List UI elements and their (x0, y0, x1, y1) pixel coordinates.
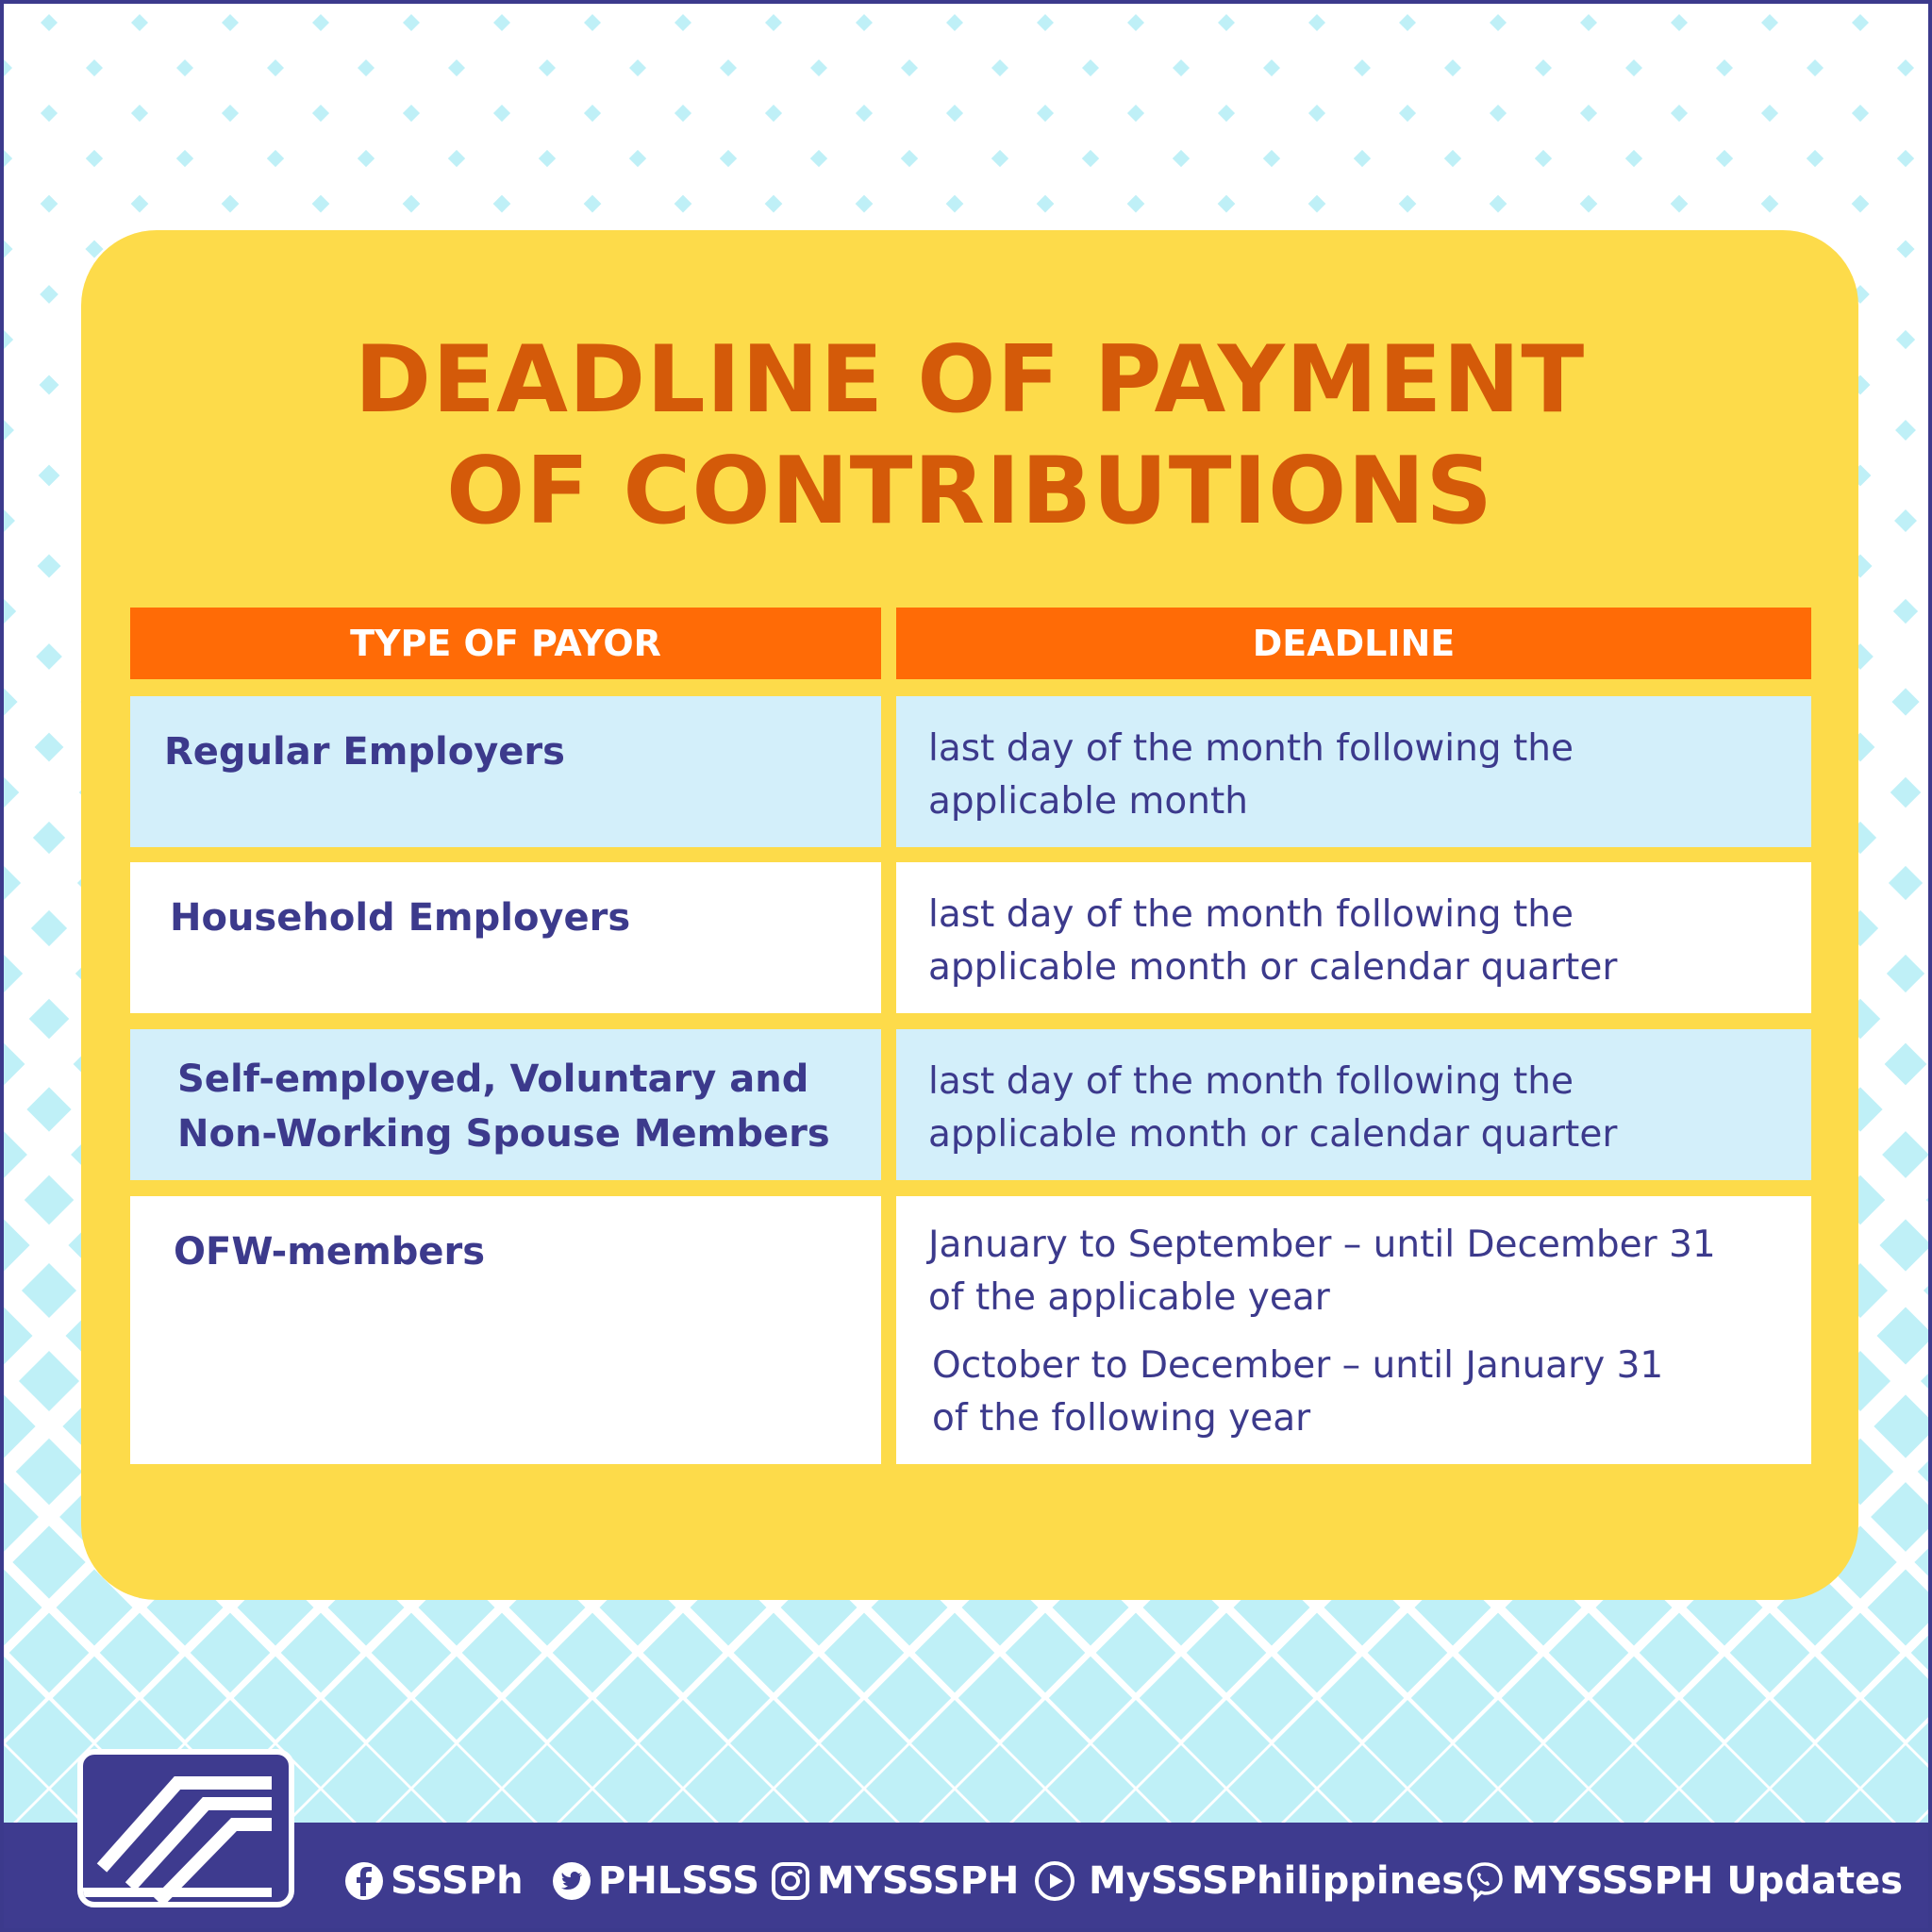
pattern-diamond (267, 150, 284, 167)
pattern-diamond (1490, 14, 1507, 31)
pattern-diamond (1852, 195, 1870, 213)
pattern-diamond (720, 150, 737, 167)
pattern-diamond (539, 150, 556, 167)
pattern-diamond (41, 195, 58, 213)
table-row-3-payor (130, 1029, 881, 1180)
pattern-diamond (4, 420, 14, 441)
pattern-diamond (1127, 14, 1144, 31)
deadline-block-2 (928, 1340, 1811, 1445)
pattern-diamond (1625, 59, 1642, 76)
pattern-diamond (1127, 195, 1145, 213)
pattern-diamond (4, 1219, 30, 1271)
pattern-diamond (222, 105, 239, 122)
pattern-diamond (675, 195, 692, 213)
pattern-diamond (901, 150, 918, 167)
pattern-diamond (86, 150, 103, 167)
pattern-diamond (35, 733, 64, 762)
pattern-diamond (629, 59, 646, 76)
pattern-diamond (448, 59, 465, 76)
pattern-diamond (1921, 1351, 1932, 1411)
table-row-3-deadline (896, 1029, 1811, 1180)
pattern-diamond (1877, 1307, 1932, 1365)
pattern-diamond (1082, 150, 1099, 167)
table-row-1-deadline (896, 696, 1811, 847)
pattern-diamond (1852, 14, 1869, 31)
table-row-4-payor (130, 1196, 881, 1464)
pattern-diamond (1263, 59, 1280, 76)
pattern-diamond (1889, 866, 1923, 900)
pattern-diamond (1444, 150, 1461, 167)
youtube-link[interactable] (1034, 1843, 1464, 1919)
pattern-diamond (4, 955, 23, 992)
sss-logo-icon (83, 1755, 289, 1902)
deadline-text: last day of the month following the (928, 893, 1574, 936)
deadline-block-1 (928, 1219, 1811, 1324)
pattern-diamond (1218, 195, 1236, 213)
pattern-diamond (22, 1263, 76, 1318)
pattern-diamond (403, 105, 420, 122)
pattern-diamond (1037, 105, 1054, 122)
pattern-diamond (222, 195, 240, 213)
pattern-diamond (584, 195, 602, 213)
pattern-diamond (1173, 150, 1190, 167)
instagram-icon (770, 1860, 811, 1902)
deadline-text: last day of the month following the (928, 727, 1574, 770)
pattern-diamond (584, 105, 601, 122)
pattern-diamond (12, 1525, 85, 1598)
pattern-diamond (1082, 59, 1099, 76)
pattern-diamond (1896, 330, 1915, 349)
pattern-diamond (1580, 14, 1597, 31)
pattern-diamond (4, 688, 18, 715)
twitter-handle: PHLSSS (598, 1859, 760, 1903)
sss-logo (77, 1749, 294, 1907)
pattern-diamond (1490, 105, 1507, 122)
pattern-diamond (4, 1043, 25, 1086)
pattern-diamond (1444, 59, 1461, 76)
payor-text: Regular Employers (164, 730, 565, 774)
deadline-text: of the applicable year (928, 1276, 1330, 1319)
pattern-diamond (810, 59, 827, 76)
pattern-diamond (1535, 150, 1552, 167)
table-row-4-deadline (896, 1196, 1811, 1464)
pattern-diamond (493, 195, 511, 213)
pattern-diamond (1897, 150, 1914, 167)
pattern-diamond (1037, 14, 1054, 31)
pattern-diamond (1218, 105, 1235, 122)
pattern-diamond (1535, 59, 1552, 76)
pattern-diamond (16, 1439, 82, 1505)
pattern-diamond (1671, 195, 1689, 213)
pattern-diamond (4, 1307, 32, 1365)
pattern-diamond (1761, 195, 1779, 213)
instagram-link[interactable] (770, 1843, 1019, 1919)
pattern-diamond (1879, 1219, 1931, 1271)
table-row-2-payor (130, 862, 881, 1013)
pattern-diamond (4, 509, 15, 532)
pattern-diamond (26, 1087, 71, 1131)
payor-text: Household Employers (170, 896, 631, 940)
pattern-diamond (4, 240, 13, 258)
pattern-diamond (1761, 105, 1778, 122)
pattern-diamond (1852, 105, 1869, 122)
pattern-diamond (810, 150, 827, 167)
pattern-diamond (29, 999, 70, 1040)
pattern-diamond (131, 195, 149, 213)
payor-text: Self-employed, Voluntary and (177, 1058, 809, 1101)
pattern-diamond (1399, 14, 1416, 31)
pattern-diamond (1580, 195, 1598, 213)
pattern-diamond (1671, 105, 1688, 122)
pattern-diamond (1127, 105, 1144, 122)
pattern-diamond (312, 105, 329, 122)
pattern-diamond (1037, 195, 1055, 213)
pattern-diamond (765, 105, 782, 122)
pattern-diamond (33, 822, 65, 854)
pattern-diamond (176, 59, 193, 76)
pattern-diamond (629, 150, 646, 167)
pattern-diamond (1926, 1175, 1932, 1224)
table-row-2-deadline (896, 862, 1811, 1013)
payor-text: Non-Working Spouse Members (177, 1112, 830, 1156)
pattern-diamond (41, 14, 58, 31)
pattern-diamond (312, 195, 330, 213)
pattern-diamond (4, 866, 21, 900)
table-row-1-payor (130, 696, 881, 847)
pattern-diamond (4, 1131, 27, 1178)
instagram-handle: MYSSSPH (817, 1859, 1020, 1903)
pattern-diamond (1354, 59, 1371, 76)
pattern-diamond (36, 643, 62, 670)
header-deadline: DEADLINE (896, 608, 1811, 679)
pattern-diamond (403, 14, 420, 31)
twitter-icon (551, 1860, 592, 1902)
pattern-diamond (448, 150, 465, 167)
pattern-diamond (1928, 1087, 1932, 1131)
pattern-diamond (946, 195, 964, 213)
pattern-diamond (39, 375, 58, 394)
youtube-handle: MySSSPhilippines (1089, 1859, 1465, 1903)
pattern-diamond (1896, 240, 1914, 258)
pattern-diamond (1897, 59, 1914, 76)
pattern-diamond (1807, 59, 1824, 76)
pattern-diamond (131, 105, 148, 122)
pattern-diamond (267, 59, 284, 76)
pattern-diamond (1885, 1043, 1927, 1086)
title-line-2: OF CONTRIBUTIONS (446, 438, 1493, 545)
pattern-diamond (37, 554, 60, 577)
pattern-diamond (1716, 150, 1733, 167)
pattern-diamond (493, 105, 510, 122)
pattern-diamond (1625, 150, 1642, 167)
pattern-diamond (4, 1394, 36, 1457)
facebook-icon (343, 1860, 385, 1902)
page-title (81, 325, 1858, 547)
deadline-text: January to September – until December 31 (928, 1224, 1716, 1266)
pattern-diamond (856, 14, 873, 31)
deadline-text: applicable month (928, 780, 1248, 823)
pattern-diamond (25, 1175, 74, 1224)
pattern-diamond (1399, 105, 1416, 122)
pattern-diamond (39, 465, 60, 487)
pattern-diamond (856, 105, 873, 122)
pattern-diamond (991, 59, 1008, 76)
pattern-diamond (1871, 1482, 1932, 1552)
pattern-diamond (31, 910, 67, 946)
viber-link[interactable] (1464, 1843, 1903, 1919)
pattern-diamond (131, 14, 148, 31)
pattern-diamond (4, 330, 13, 349)
facebook-link[interactable] (343, 1843, 524, 1919)
pattern-diamond (1891, 688, 1919, 715)
pattern-diamond (1399, 195, 1417, 213)
pattern-diamond (1890, 777, 1921, 808)
pattern-diamond (675, 14, 691, 31)
deadline-text: applicable month or calendar quarter (928, 1113, 1618, 1156)
pattern-diamond (1308, 195, 1326, 213)
pattern-diamond (4, 150, 12, 167)
pattern-diamond (765, 14, 782, 31)
title-line-1: DEADLINE OF PAYMENT (354, 326, 1586, 434)
pattern-diamond (176, 150, 193, 167)
pattern-diamond (1173, 59, 1190, 76)
pattern-diamond (41, 105, 58, 122)
youtube-icon (1034, 1860, 1075, 1902)
facebook-handle: SSSPh (391, 1859, 524, 1903)
pattern-diamond (720, 59, 737, 76)
pattern-diamond (4, 777, 19, 808)
viber-handle: MYSSSPH Updates (1511, 1859, 1904, 1903)
pattern-diamond (1580, 105, 1597, 122)
pattern-diamond (358, 150, 375, 167)
pattern-diamond (1761, 14, 1778, 31)
content-card (81, 230, 1858, 1600)
pattern-diamond (1308, 105, 1325, 122)
pattern-diamond (358, 59, 375, 76)
pattern-diamond (1671, 14, 1688, 31)
viber-icon (1464, 1860, 1506, 1902)
pattern-diamond (946, 14, 963, 31)
pattern-diamond (1354, 150, 1371, 167)
header-type-of-payor: TYPE OF PAYOR (130, 608, 881, 679)
pattern-diamond (539, 59, 556, 76)
deadline-text: last day of the month following the (928, 1060, 1574, 1103)
pattern-diamond (1893, 599, 1918, 624)
pattern-diamond (403, 195, 421, 213)
deadline-text: of the following year (932, 1397, 1311, 1440)
pattern-diamond (1308, 14, 1325, 31)
pattern-diamond (86, 59, 103, 76)
pattern-diamond (946, 105, 963, 122)
pattern-diamond (1874, 1394, 1932, 1457)
pattern-diamond (4, 59, 12, 76)
pattern-diamond (1918, 1439, 1932, 1505)
pattern-diamond (901, 59, 918, 76)
pattern-diamond (675, 105, 691, 122)
pattern-diamond (40, 285, 58, 304)
pattern-diamond (1887, 955, 1924, 992)
pattern-diamond (856, 195, 874, 213)
deadline-text: October to December – until January 31 (932, 1344, 1664, 1387)
payor-text: OFW-members (174, 1230, 486, 1274)
pattern-diamond (1263, 150, 1280, 167)
pattern-diamond (1894, 509, 1917, 532)
pattern-diamond (1716, 59, 1733, 76)
pattern-diamond (312, 14, 329, 31)
pattern-diamond (765, 195, 783, 213)
pattern-diamond (1490, 195, 1507, 213)
pattern-diamond (991, 150, 1008, 167)
pattern-diamond (493, 14, 510, 31)
pattern-diamond (4, 599, 16, 624)
pattern-diamond (1807, 150, 1824, 167)
pattern-diamond (4, 1482, 39, 1552)
pattern-diamond (19, 1351, 79, 1411)
pattern-diamond (222, 14, 239, 31)
deadline-text: applicable month or calendar quarter (928, 946, 1618, 989)
pattern-diamond (584, 14, 601, 31)
pattern-diamond (1895, 420, 1916, 441)
pattern-diamond (1218, 14, 1235, 31)
pattern-diamond (1924, 1263, 1932, 1318)
twitter-link[interactable] (551, 1843, 759, 1919)
pattern-diamond (1882, 1131, 1929, 1178)
